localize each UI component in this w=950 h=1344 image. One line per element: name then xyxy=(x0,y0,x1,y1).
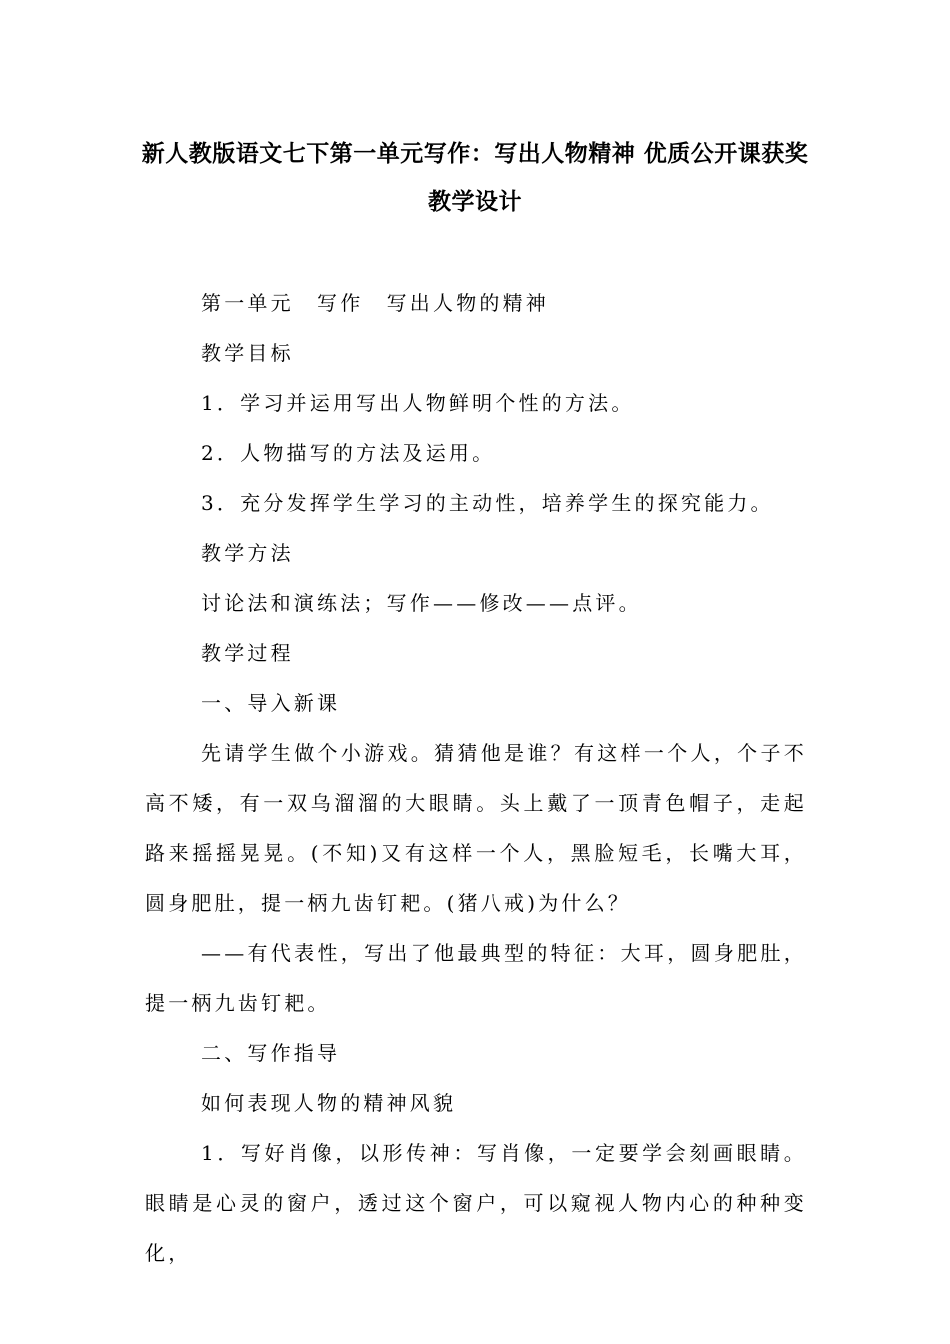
part2-heading: 二、写作指导 xyxy=(201,1041,341,1065)
part2-intro: 如何表现人物的精神风貌 xyxy=(201,1091,457,1115)
part1-paragraph: ——有代表性，写出了他最典型的特征：大耳，圆身肥肚，提一柄九齿钉耙。 xyxy=(145,941,807,1015)
part1-paragraph: 先请学生做个小游戏。猜猜他是谁？有这样一个人，个子不高不矮，有一双乌溜溜的大眼睛。头上戴了一顶青色帽子，走起路来摇摇晃晃。(不知)又有这样一个人，黑脸短毛，长嘴大耳，圆身肥肚，提一柄九齿钉耙。(猪八戒)为什么？ xyxy=(145,741,807,915)
unit-heading: 第一单元 写作 写出人物的精神 xyxy=(201,291,549,315)
objective-item: 1．学习并运用写出人物鲜明个性的方法。 xyxy=(201,391,635,415)
section-heading-methods: 教学方法 xyxy=(201,541,294,565)
section-heading-process: 教学过程 xyxy=(201,641,294,665)
methods-paragraph: 讨论法和演练法；写作——修改——点评。 xyxy=(201,591,642,615)
objective-item: 3．充分发挥学生学习的主动性，培养学生的探究能力。 xyxy=(201,491,774,515)
document-body xyxy=(145,278,807,1278)
section-heading-objectives: 教学目标 xyxy=(201,341,294,365)
objective-item: 2．人物描写的方法及运用。 xyxy=(201,441,496,465)
part2-item: 1．写好肖像，以形传神：写肖像，一定要学会刻画眼睛。眼睛是心灵的窗户，透过这个窗户，可以窥视人物内心的种种变化， xyxy=(145,1141,807,1265)
document-title: 新人教版语文七下第一单元写作：写出人物精神 优质公开课获奖教学设计 xyxy=(141,141,809,215)
part1-heading: 一、导入新课 xyxy=(201,691,341,715)
